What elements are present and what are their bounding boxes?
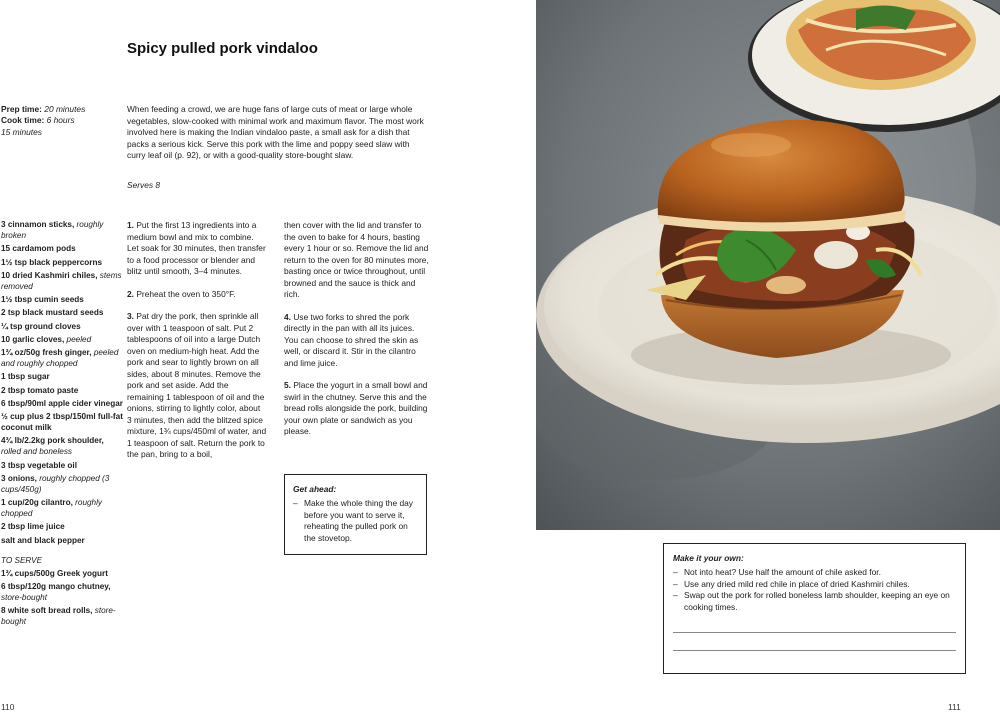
make-it-your-own-item: – Swap out the pork for rolled boneless lamb shoulder, keeping an eye on cooking times.	[673, 590, 957, 613]
ingredient-note: peeled and roughly chopped	[1, 348, 119, 369]
ingredient-item	[1, 244, 123, 255]
step-text: Place the yogurt in a small bowl and swirl in the chutney. Serve this and the bread rolls alongside the pork, building your own plate or sandwich as you please.	[284, 380, 428, 436]
recipe-times	[1, 104, 111, 138]
step-number: 1.	[127, 220, 134, 230]
step-text: Preheat the oven to 350°F.	[136, 288, 236, 299]
ingredient-quantity: ¼ tsp ground cloves	[1, 321, 81, 331]
step-number: 5.	[284, 380, 291, 390]
ingredient-item	[1, 436, 123, 458]
step-text: Use two forks to shred the pork directly in the pan with all its juices. You can choose to shred the skin as well, or discard it. Stir in the cilantro and lime juice.	[284, 311, 419, 368]
method-step	[284, 380, 429, 438]
get-ahead-item: – Make the whole thing the day before you want to serve it, reheating the pulled pork on the stovetop.	[293, 498, 419, 544]
ingredient-note: roughly broken	[1, 220, 104, 240]
notes-line	[673, 632, 956, 633]
step-number: 3.	[127, 311, 134, 321]
ingredient-quantity: 1¾ cups/500g Greek yogurt	[1, 568, 108, 578]
ingredient-item	[1, 322, 123, 333]
recipe-title: Spicy pulled pork vindaloo	[127, 40, 318, 57]
ingredient-quantity: 15 cardamom pods	[1, 244, 76, 254]
ingredient-quantity: 3 cinnamon sticks,	[1, 220, 75, 229]
notes-line	[673, 650, 956, 651]
ingredient-note: peeled	[66, 334, 92, 344]
ingredient-item	[1, 386, 123, 397]
ingredient-item	[1, 399, 123, 410]
ingredient-item	[1, 271, 123, 293]
ingredient-quantity: 3 onions,	[1, 473, 37, 483]
prep-time-label: Prep time:	[1, 104, 42, 114]
method-column-1	[127, 220, 267, 472]
step-text: then cover with the lid and transfer to the oven to bake for 4 hours, basting every 1 hour or so. Remove the lid and return to the oven for 80 minutes more, basting once or twice throughout, until browned and the sauce is thick and rich.	[284, 220, 429, 299]
ingredient-item	[1, 498, 123, 520]
to-serve-heading: TO SERVE	[1, 555, 43, 565]
ingredient-quantity: 10 garlic cloves,	[1, 334, 65, 344]
ingredient-list	[1, 220, 123, 631]
method-step	[127, 220, 267, 278]
serves: Serves 8	[127, 180, 161, 190]
ingredient-item	[1, 412, 123, 434]
ingredient-quantity: 10 dried Kashmiri chiles,	[1, 270, 98, 280]
pulled-pork-sandwich-photo	[536, 0, 1000, 530]
ingredient-item	[1, 308, 123, 319]
ingredient-note: stems removed	[1, 270, 122, 291]
cook-time-value-cont: 15 minutes	[1, 126, 42, 137]
ingredient-quantity: 2 tsp black mustard seeds	[1, 308, 104, 318]
ingredient-quantity: 1½ tbsp cumin seeds	[1, 295, 84, 304]
ingredient-quantity: ½ cup plus 2 tbsp/150ml full-fat coconut milk	[1, 412, 123, 433]
ingredient-quantity: 1½ tsp black peppercorns	[1, 257, 103, 267]
method-step	[127, 289, 267, 301]
step-number: 4.	[284, 311, 291, 322]
ingredient-item	[1, 220, 123, 242]
ingredient-quantity: 1 tbsp sugar	[1, 372, 50, 382]
ingredient-item	[1, 258, 123, 269]
ingredient-note: rolled and boneless	[1, 447, 73, 457]
recipe-intro: When feeding a crowd, we are huge fans of large cuts of meat or large whole vegetables, slow-cooked with minimal work and maximum flavor. The most work involved here is making the Indian vindaloo paste, a small ask for a dish that packs a serious kick. Serve this pork with the lime and poppy seed slaw with curry leaf oil (p. 92), or with a good-quality store-bought slaw.	[127, 104, 424, 161]
cook-time-value: 6 hours	[46, 115, 75, 126]
get-ahead-heading: Get ahead:	[293, 484, 337, 494]
ingredient-quantity: 6 tbsp/90ml apple cider vinegar	[1, 398, 123, 408]
make-it-your-own-item: – Not into heat? Use half the amount of chile asked for.	[673, 567, 957, 578]
ingredient-item	[1, 582, 123, 604]
method-column-2	[284, 220, 429, 449]
prep-time-value: 20 minutes	[44, 104, 86, 114]
method-step	[127, 311, 267, 461]
ingredient-note: roughly chopped (3 cups/450g)	[1, 473, 110, 494]
make-it-your-own-item: – Use any dried mild red chile in place of dried Kashmiri chiles.	[673, 579, 957, 590]
method-step	[284, 312, 429, 370]
ingredient-item	[1, 606, 123, 628]
ingredient-note: roughly chopped	[1, 498, 103, 519]
ingredient-quantity: 2 tbsp lime juice	[1, 522, 65, 532]
ingredient-quantity: 8 white soft bread rolls,	[1, 606, 93, 616]
page-number-right: 111	[948, 702, 961, 712]
ingredient-item	[1, 335, 123, 346]
ingredient-item	[1, 522, 123, 533]
make-it-your-own-box	[663, 543, 966, 674]
get-ahead-box	[284, 474, 427, 555]
ingredient-item	[1, 461, 123, 472]
ingredient-quantity: salt and black pepper	[1, 535, 85, 545]
cook-time-label: Cook time:	[1, 115, 45, 126]
step-number: 2.	[127, 288, 134, 299]
ingredient-quantity: 6 tbsp/120g mango chutney,	[1, 582, 111, 592]
ingredient-item	[1, 536, 123, 547]
ingredient-note: store-bought	[1, 593, 47, 603]
ingredient-quantity: 2 tbsp tomato paste	[1, 385, 79, 395]
ingredient-quantity: 1¾ oz/50g fresh ginger,	[1, 348, 92, 358]
ingredient-quantity: 1 cup/20g cilantro,	[1, 498, 73, 508]
page-number-left: 110	[1, 702, 15, 712]
ingredient-item	[1, 372, 123, 383]
ingredient-quantity: 3 tbsp vegetable oil	[1, 460, 77, 470]
ingredient-item	[1, 569, 123, 580]
ingredient-note: store-bought	[1, 606, 116, 627]
step-text: Put the first 13 ingredients into a medium bowl and mix to combine. Let soak for 30 minutes, then transfer to a food processor or blender and blitz until smooth, 3–4 minutes.	[127, 220, 266, 276]
ingredient-item	[1, 474, 123, 496]
ingredient-item	[1, 295, 123, 306]
ingredient-quantity: 4¾ lb/2.2kg pork shoulder,	[1, 436, 104, 446]
ingredient-item	[1, 348, 123, 370]
make-it-your-own-heading: Make it your own:	[673, 553, 744, 563]
method-step-continued	[284, 220, 429, 301]
step-text: Pat dry the pork, then sprinkle all over with 1 teaspoon of salt. Put 2 tablespoons of oil into a large Dutch oven on medium-high heat. Add the pork and sear to lightly brown on all sides, about 8 minutes. Remove the pork and set aside. Add the remaining 1 tablespoon of oil and the onions, stirring to lightly color, about 3 minutes, then add the blitzed spice mixture, 1¾ cups/450ml of water, and 1 teaspoon of salt. Return the pork to the pan, bring to a boil,	[127, 311, 267, 459]
